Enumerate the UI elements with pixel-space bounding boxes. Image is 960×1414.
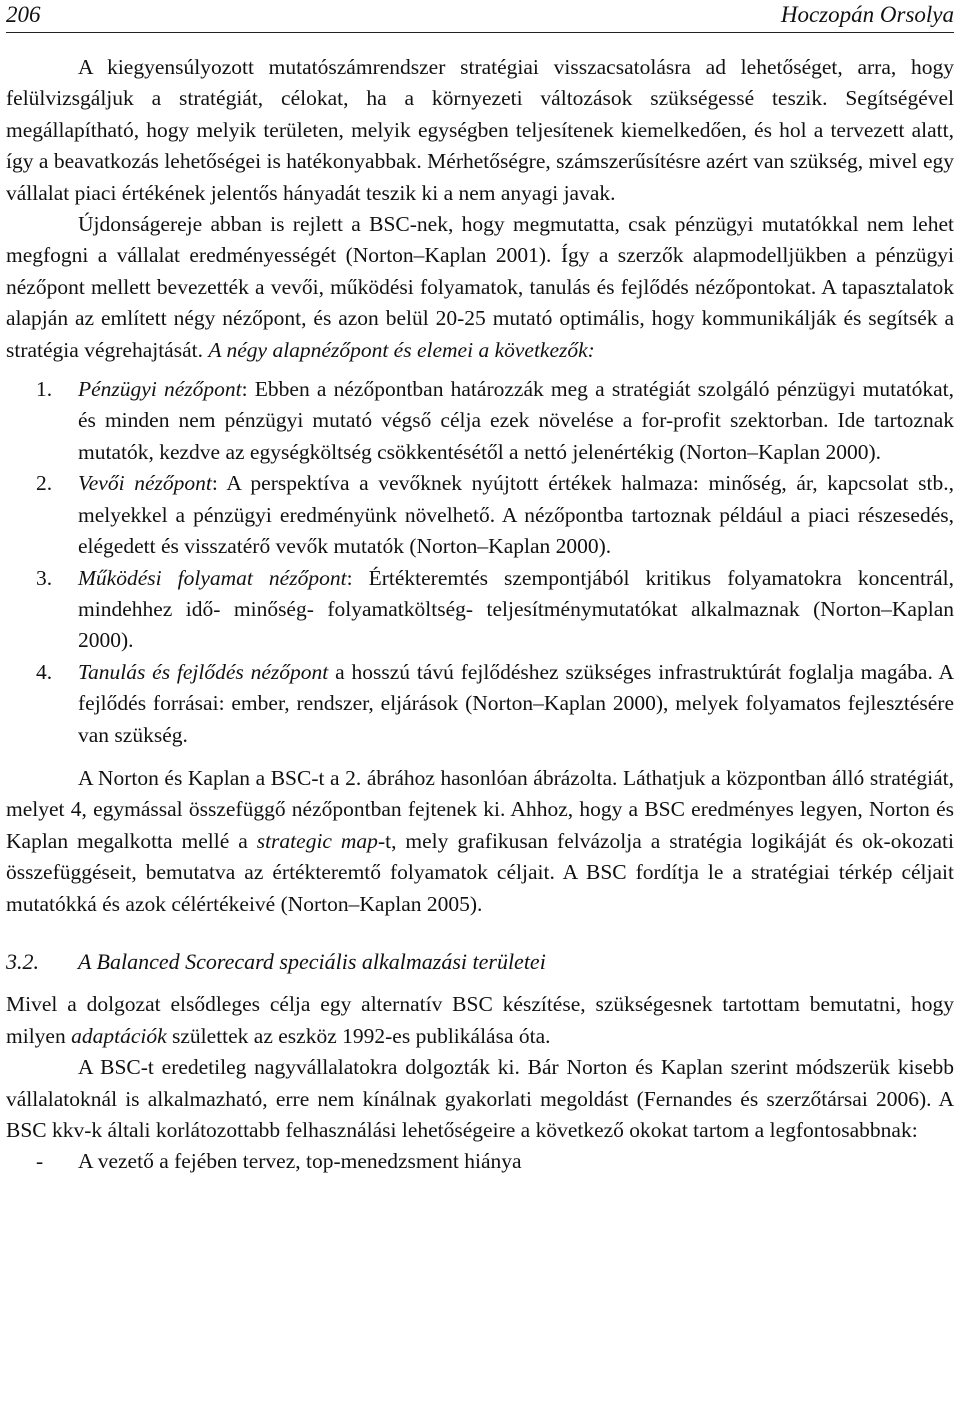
perspective-text: a hosszú távú fejlődéshez szükséges infrastruktúrát foglalja magába. A fejlődés forrásai: ember, rendszer, eljárások (Norton–Kaplan 2000), melyek folyamatos fejlesztésére van szükség. [78,659,954,747]
perspective-list [6,374,954,751]
list-dash: - [36,1149,44,1174]
page-body [6,52,954,1178]
intro-paragraph-2 [6,209,954,366]
list-item [6,374,954,468]
list-item [6,563,954,657]
perspective-separator: : [241,377,255,402]
perspective-text: Értékteremtés szempontjából kritikus folyamatokra koncentrál, mindehhez idő- minőség- folyamatköltség- teljesítménymutatókat alkalmaznak (Norton–Kaplan 2000). [78,565,954,653]
running-header [6,0,954,33]
perspective-title: Tanulás és fejlődés nézőpont [78,659,329,684]
perspective-separator: : [346,565,369,590]
strategy-map-text-before: A Norton és Kaplan a BSC-t a 2. ábrához hasonlóan ábrázolta. Láthatjuk a központban álló stratégiát, melyet 4, egymással összefüggő nézőpontban fejtenek ki. Ahhoz, hogy a BSC eredményes legyen, Norton és Kaplan megalkotta mellé a [6,765,954,853]
document-page [6,0,955,1174]
reasons-list [6,1146,954,1177]
list-item [6,1146,954,1177]
list-number: 3. [36,565,53,590]
reason-text: A vezető a fejében tervez, top-menedzsment hiánya [78,1149,522,1174]
perspective-title: Pénzügyi nézőpont [78,377,242,402]
section-p1-italic: adaptációk [71,1023,167,1048]
running-author: Hoczopán Orsolya [780,2,954,27]
section-p1-after: születtek az eszköz 1992-es publikálása óta. [172,1023,551,1048]
perspective-title: Vevői nézőpont [78,471,212,496]
page-number: 206 [6,2,41,27]
perspective-separator: : [211,471,227,496]
section-title: A Balanced Scorecard speciális alkalmazási területei [78,948,546,974]
strategy-map-paragraph [6,763,954,920]
strategy-map-text-after: -t, mely grafikusan felvázolja a stratégia logikáját és ok-okozati összefüggéseit, bemutatva az értékteremtő folyamatok céljait. A BSC fordítja le a stratégiai térkép céljait mutatókká és azok célértékeivé (Norton–Kaplan 2005). [6,828,954,916]
list-item [6,657,954,751]
section-p1-before: Mivel a dolgozat elsődleges célja egy alternatív BSC készítése, szükségesnek tartottam bemutatni, hogy milyen [6,992,954,1048]
intro-paragraph-1: A kiegyensúlyozott mutatószámrendszer stratégiai visszacsatolásra ad lehetőséget, arra, hogy felülvizsgáljuk a stratégiát, célokat, ha a környezeti változások szükségessé teszik. Segítségével megállapítható, hogy melyik területen, melyik egységben teljesítenek kiemelkedően, és hol a tervezett alatt, így a beavatkozás lehetőségei is hatékonyabbak. Mérhetőségre, számszerűsítésre azért van szükség, mivel egy vállalat piaci értékének jelentős hányadát teszik ki a nem anyagi javak. [6,55,954,205]
list-item [6,468,954,562]
list-number: 2. [36,471,53,496]
perspective-text: Ebben a nézőpontban határozzák meg a stratégiát szolgáló pénzügyi mutatókat, és minden nem pénzügyi mutató végső célja ezek növelése a for-profit szektorban. Ide tartoznak mutatók, kezdve az egységköltség csökkentésétől a nettó jelenértékig (Norton–Kaplan 2000). [78,377,954,464]
list-number: 4. [36,659,53,684]
intro-paragraph-2-text: Újdonságereje abban is rejlett a BSC-nek, hogy megmutatta, csak pénzügyi mutatókkal nem lehet megfogni a vállalat eredményességét (Norton–Kaplan 2001). Így a szerzők alapmodelljükben a pénzügyi nézőpont mellett bevezették a vevői, működési folyamatok, tanulás és fejlődés nézőpontokat. A tapasztalatok alapján az említett négy nézőpont, és azon belül 20-25 mutató optimális, hogy kommunikálják és segítsék a stratégia végrehajtását. [6,212,954,362]
perspective-title: Működési folyamat nézőpont [78,565,347,590]
section-paragraph-1 [6,989,954,1052]
section-heading [6,946,954,977]
section-number: 3.2. [6,948,39,974]
perspective-text: A perspektíva a vevőknek nyújtott értékek halmaza: minőség, ár, kapcsolat stb., melyekkel a pénzügyi eredményünk növelhető. A nézőpontba tartoznak például a piaci részesedés, elégedett és visszatérő vevők mutatók (Norton–Kaplan 2000). [78,471,955,559]
section-paragraph-2: A BSC-t eredetileg nagyvállalatokra dolgozták ki. Bár Norton és Kaplan szerint módszerük kisebb vállalatoknál is alkalmazható, erre nem kínálnak gyakorlati megoldást (Fernandes és szerzőtársai 2006). A BSC kkv-k általi korlátozottabb felhasználási lehetőségeire a következő okokat tartom a legfontosabbnak: [6,1055,954,1142]
intro-paragraph-2-italic: A négy alapnézőpont és elemei a következők: [208,337,595,362]
strategy-map-term: strategic map [256,828,378,853]
list-number: 1. [36,377,53,402]
